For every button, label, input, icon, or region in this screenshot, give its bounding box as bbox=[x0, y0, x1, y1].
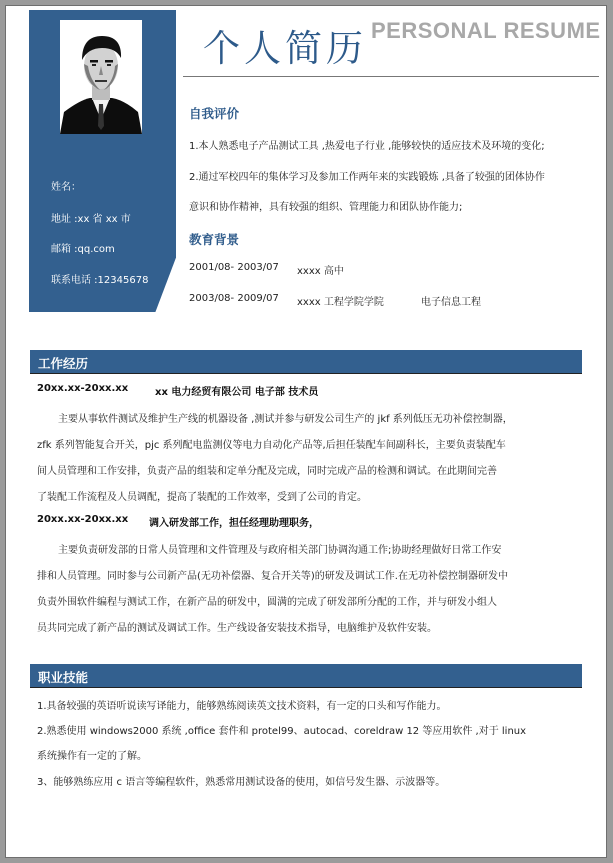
self-eval-line: 意识和协作精神，具有较强的组织、管理能力和团队协作能力; bbox=[189, 202, 463, 213]
education-date: 2001/08- 2003/07 bbox=[189, 262, 279, 273]
job-desc-line: 员共同完成了新产品的测试及调试工作。生产线设备安装技术指导，电脑维护及软件安装。 bbox=[37, 623, 437, 634]
self-eval-line: 2.通过军校四年的集体学习及参加工作两年来的实践锻炼 ,具备了较强的团体协作 bbox=[189, 172, 545, 183]
skill-line: 1.具备较强的英语听说读写译能力，能够熟练阅读英文技术资料，有一定的口头和写作能力。 bbox=[37, 701, 447, 712]
phone-field: 联系电话 :12345678 bbox=[51, 275, 149, 286]
skill-line: 系统操作有一定的了解。 bbox=[37, 751, 147, 762]
skills-heading: 职业技能 bbox=[38, 670, 89, 685]
address-field: 地址 :xx 省 xx 市 bbox=[51, 214, 131, 225]
job-title: xx 电力经贸有限公司 电子部 技术员 bbox=[155, 387, 319, 398]
education-major: 电子信息工程 bbox=[421, 297, 481, 308]
skill-line: 3、能够熟练应用 c 语言等编程软件，熟悉常用测试设备的使用，如信号发生器、示波器等。 bbox=[37, 777, 446, 788]
job-desc-line: 间人员管理和工作安排，负责产品的组装和定单分配及完成，同时完成产品的检测和调试。在此期间完善 bbox=[37, 466, 497, 477]
job-desc-line: 负责外围软件编程与测试工作，在新产品的研发中，圆满的完成了研发部所分配的工作，并与研发小组人 bbox=[37, 597, 497, 608]
name-field: 姓名： bbox=[51, 182, 81, 193]
page-title: 个人简历 bbox=[203, 27, 367, 70]
job-desc-line: zfk 系列智能复合开关，pjc 系列配电监测仪等电力自动化产品等,后担任装配车间副科长，主要负责装配车 bbox=[37, 440, 506, 451]
page-subtitle: PERSONAL RESUME bbox=[371, 18, 601, 43]
education-school: xxxx 工程学院学院 bbox=[297, 297, 384, 308]
education-heading: 教育背景 bbox=[189, 232, 240, 247]
job-desc-line: 排和人员管理。同时参与公司新产品(无功补偿器、复合开关等)的研发及调试工作.在无功补偿控制器研发中 bbox=[37, 571, 508, 582]
skill-line: 2.熟悉使用 windows2000 系统 ,office 套件和 protel99、autocad、coreldraw 12 等应用软件 ,对于 linux bbox=[37, 726, 527, 737]
profile-photo bbox=[60, 20, 142, 134]
job-desc-line: 主要负责研发部的日常人员管理和文件管理及与政府相关部门协调沟通工作;协助经理做好日常工作安 bbox=[58, 545, 502, 556]
email-field: 邮箱 :qq.com bbox=[51, 244, 115, 255]
self-eval-heading: 自我评价 bbox=[189, 106, 240, 121]
skills-section-bar bbox=[30, 664, 582, 688]
job-period: 20xx.xx-20xx.xx bbox=[37, 514, 129, 525]
job-period: 20xx.xx-20xx.xx bbox=[37, 383, 129, 394]
self-eval-line: 1.本人熟悉电子产品测试工具 ,热爱电子行业 ,能够较快的适应技术及环境的变化; bbox=[189, 141, 545, 152]
work-heading: 工作经历 bbox=[38, 356, 89, 371]
education-school: xxxx 高中 bbox=[297, 266, 344, 277]
work-section-bar bbox=[30, 350, 582, 374]
job-desc-line: 主要从事软件测试及维护生产线的机器设备 ,测试并参与研发公司生产的 jkf 系列低压无功补偿控制器， bbox=[58, 414, 513, 425]
education-date: 2003/08- 2009/07 bbox=[189, 293, 279, 304]
job-desc-line: 了装配工作流程及人员调配，提高了装配的工作效率，受到了公司的肯定。 bbox=[37, 492, 367, 503]
title-divider bbox=[183, 76, 599, 77]
job-title: 调入研发部工作，担任经理助理职务， bbox=[149, 518, 319, 529]
